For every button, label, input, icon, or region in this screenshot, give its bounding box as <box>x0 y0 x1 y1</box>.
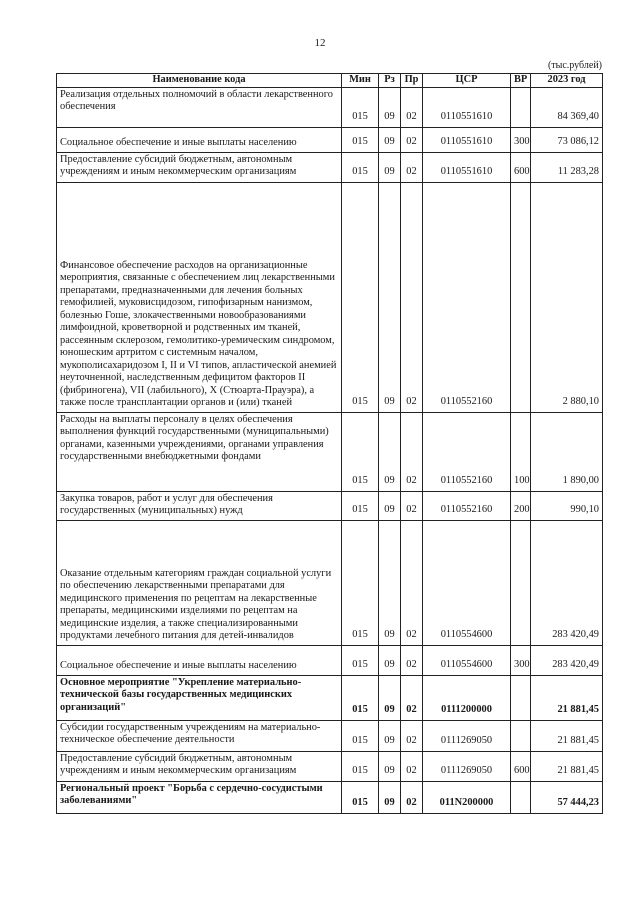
row-vr <box>511 520 531 645</box>
header-amount: 2023 год <box>531 74 603 88</box>
row-vr: 300 <box>511 645 531 675</box>
unit-label: (тыс.рублей) <box>547 60 602 71</box>
row-amount: 1 890,00 <box>531 412 603 491</box>
row-csr: 011N200000 <box>423 781 511 813</box>
row-name: Реализация отдельных полномочий в области лекарственного обеспечения <box>57 87 342 127</box>
row-csr: 0110554600 <box>423 645 511 675</box>
row-rz: 09 <box>379 127 401 152</box>
header-pr: Пр <box>401 74 423 88</box>
header-rz: Рз <box>379 74 401 88</box>
row-pr: 02 <box>401 182 423 412</box>
row-csr: 0110551610 <box>423 87 511 127</box>
row-csr: 0110552160 <box>423 182 511 412</box>
row-min: 015 <box>342 520 379 645</box>
table-row <box>57 87 603 127</box>
row-amount: 73 086,12 <box>531 127 603 152</box>
row-name: Предоставление субсидий бюджетным, автономным учреждениям и иным некоммерческим организациям <box>57 152 342 182</box>
row-amount: 283 420,49 <box>531 520 603 645</box>
row-amount: 21 881,45 <box>531 751 603 781</box>
row-min: 015 <box>342 645 379 675</box>
row-rz: 09 <box>379 751 401 781</box>
row-vr <box>511 781 531 813</box>
table-row <box>57 412 603 491</box>
row-csr: 0110554600 <box>423 520 511 645</box>
table-row <box>57 751 603 781</box>
row-name: Финансовое обеспечение расходов на организационные мероприятия, связанные с обеспечением лиц лекарственными препаратами, предназначенными для лечения больных гемофилией, муковисцидозом, гипофизарным нанизмом, болезнью Гоше, злокачественными новообразованиями лимфоидной, кроветворной и родственных им тканей, рассеянным склерозом, гемолитико-уремическим синдромом, юношеским артритом с системным началом, мукополисахаридозом I, II и VI типов, апластической анемией неуточненной, наследственным дефицитом факторов II (фибриногена), VII (лабильного), X (Стюарта-Прауэра), а также после трансплантации органов и (или) тканей <box>57 182 342 412</box>
row-min: 015 <box>342 412 379 491</box>
row-min: 015 <box>342 152 379 182</box>
row-amount: 21 881,45 <box>531 675 603 720</box>
row-name: Основное мероприятие "Укрепление материально-технической базы государственных медицинских организаций" <box>57 675 342 720</box>
table-row <box>57 781 603 813</box>
row-pr: 02 <box>401 781 423 813</box>
row-pr: 02 <box>401 127 423 152</box>
row-rz: 09 <box>379 675 401 720</box>
row-rz: 09 <box>379 152 401 182</box>
row-name: Расходы на выплаты персоналу в целях обеспечения выполнения функций государственными (муниципальными) органами, казенными учреждениями, органами управления государственными внебюджетными фондами <box>57 412 342 491</box>
row-rz: 09 <box>379 412 401 491</box>
header-name: Наименование кода <box>57 74 342 88</box>
budget-table <box>56 73 603 814</box>
row-vr: 300 <box>511 127 531 152</box>
row-amount: 84 369,40 <box>531 87 603 127</box>
row-pr: 02 <box>401 412 423 491</box>
row-min: 015 <box>342 781 379 813</box>
row-amount: 990,10 <box>531 491 603 520</box>
row-vr: 100 <box>511 412 531 491</box>
row-rz: 09 <box>379 645 401 675</box>
row-name: Региональный проект "Борьба с сердечно-сосудистыми заболеваниями" <box>57 781 342 813</box>
table-row <box>57 127 603 152</box>
row-rz: 09 <box>379 491 401 520</box>
row-pr: 02 <box>401 720 423 751</box>
row-vr <box>511 675 531 720</box>
row-min: 015 <box>342 751 379 781</box>
row-csr: 0111269050 <box>423 751 511 781</box>
row-name: Предоставление субсидий бюджетным, автономным учреждениям и иным некоммерческим организациям <box>57 751 342 781</box>
row-name: Субсидии государственным учреждениям на материально-техническое обеспечение деятельности <box>57 720 342 751</box>
table-row <box>57 520 603 645</box>
row-name: Оказание отдельным категориям граждан социальной услуги по обеспечению лекарственными препаратами для медицинского применения по рецептам на лекарственные препараты, медицинскими изделиями по рецептам на медицинские изделия, а также специализированными продуктами лечебного питания для детей-инвалидов <box>57 520 342 645</box>
row-min: 015 <box>342 182 379 412</box>
row-vr <box>511 720 531 751</box>
row-amount: 21 881,45 <box>531 720 603 751</box>
row-csr: 0110551610 <box>423 127 511 152</box>
row-name: Социальное обеспечение и иные выплаты населению <box>57 127 342 152</box>
table-row <box>57 491 603 520</box>
row-pr: 02 <box>401 152 423 182</box>
row-min: 015 <box>342 87 379 127</box>
row-csr: 0110552160 <box>423 412 511 491</box>
header-csr: ЦСР <box>423 74 511 88</box>
table-row <box>57 182 603 412</box>
row-vr <box>511 87 531 127</box>
row-rz: 09 <box>379 182 401 412</box>
row-amount: 2 880,10 <box>531 182 603 412</box>
row-min: 015 <box>342 720 379 751</box>
table-row <box>57 675 603 720</box>
row-pr: 02 <box>401 675 423 720</box>
row-csr: 0110552160 <box>423 491 511 520</box>
page-number: 12 <box>314 37 326 49</box>
row-vr: 600 <box>511 751 531 781</box>
table-row <box>57 720 603 751</box>
row-csr: 0110551610 <box>423 152 511 182</box>
row-rz: 09 <box>379 87 401 127</box>
row-pr: 02 <box>401 87 423 127</box>
row-pr: 02 <box>401 645 423 675</box>
row-min: 015 <box>342 491 379 520</box>
row-amount: 11 283,28 <box>531 152 603 182</box>
row-csr: 0111269050 <box>423 720 511 751</box>
row-vr: 600 <box>511 152 531 182</box>
row-pr: 02 <box>401 491 423 520</box>
row-pr: 02 <box>401 751 423 781</box>
row-vr <box>511 182 531 412</box>
row-rz: 09 <box>379 520 401 645</box>
row-amount: 57 444,23 <box>531 781 603 813</box>
row-rz: 09 <box>379 720 401 751</box>
row-name: Закупка товаров, работ и услуг для обеспечения государственных (муниципальных) нужд <box>57 491 342 520</box>
row-rz: 09 <box>379 781 401 813</box>
header-min: Мин <box>342 74 379 88</box>
row-name: Социальное обеспечение и иные выплаты населению <box>57 645 342 675</box>
row-min: 015 <box>342 675 379 720</box>
row-vr: 200 <box>511 491 531 520</box>
row-pr: 02 <box>401 520 423 645</box>
row-csr: 0111200000 <box>423 675 511 720</box>
table-header-row <box>57 74 603 88</box>
header-vr: ВР <box>511 74 531 88</box>
row-amount: 283 420,49 <box>531 645 603 675</box>
row-min: 015 <box>342 127 379 152</box>
table-row <box>57 152 603 182</box>
table-row <box>57 645 603 675</box>
